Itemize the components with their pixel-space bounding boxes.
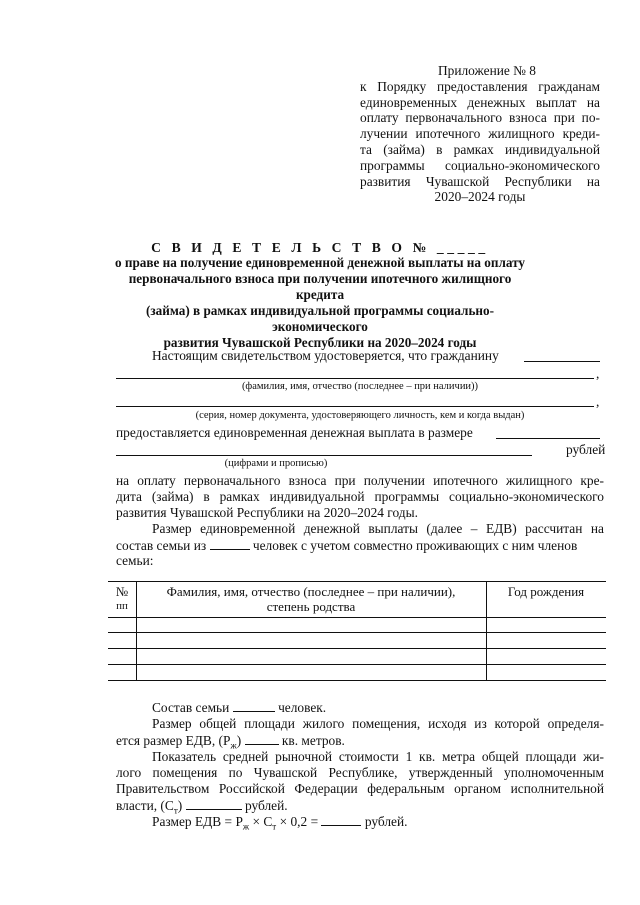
area-subscript: ж bbox=[230, 740, 237, 751]
payment-text: предоставляется единовременная денежная выплата в размере bbox=[116, 425, 473, 440]
family-size-suffix: человек. bbox=[278, 700, 327, 715]
annex-block bbox=[360, 63, 600, 205]
price-label: власти, (С bbox=[116, 798, 174, 813]
purpose-line: развития Чувашской Республики на 2020–2024 годы. bbox=[116, 504, 418, 520]
area-text-line: Размер общей площади жилого помещения, исходя из которой определя- bbox=[152, 716, 604, 731]
price-text-line: лого помещения по Чувашской Республике, утвержденный уполномоченным bbox=[116, 765, 604, 780]
formula-subscript: ж bbox=[242, 821, 250, 832]
subtitle-line: о праве на получение единовременной денежной выплаты на оплату bbox=[114, 255, 526, 270]
identity-document-field[interactable] bbox=[116, 406, 594, 407]
subtitle-line: развития Чувашской Республики на 2020–2024 годы bbox=[163, 335, 477, 350]
edv-text-line: Размер единовременной денежной выплаты (далее – ЕДВ) рассчитан на bbox=[152, 521, 604, 536]
col-name-header bbox=[136, 584, 486, 614]
amount-field-start[interactable] bbox=[496, 438, 600, 439]
annex-line: оплату первоначального взноса при по- bbox=[360, 110, 600, 126]
name-caption: (фамилия, имя, отчество (последнее – при наличии)) bbox=[241, 381, 479, 392]
table-row[interactable] bbox=[108, 648, 606, 649]
certificate-subtitle bbox=[108, 255, 532, 351]
annex-line: лучении ипотечного жилищного креди- bbox=[360, 126, 600, 142]
price-text-line: Правительством Российской Федерации федеральным органом исполнительной bbox=[116, 781, 604, 796]
edv-family-suffix: человек с учетом совместно проживающих с ним членов bbox=[252, 538, 578, 553]
certificate-title: С В И Д Е Т Е Л Ь С Т В О № _____ bbox=[151, 240, 489, 255]
formula-part: × 0,2 = bbox=[276, 814, 319, 829]
formula-line bbox=[152, 813, 408, 835]
formula-part: × С bbox=[249, 814, 273, 829]
citizen-field-start[interactable] bbox=[524, 361, 600, 362]
annex-line: развития Чувашской Республики на bbox=[360, 173, 600, 189]
subtitle-line: (займа) в рамках индивидуальной программы социально-экономического bbox=[145, 303, 495, 334]
rubles-label: рублей bbox=[566, 442, 606, 457]
price-subscript: т bbox=[173, 805, 178, 816]
purpose-line: на оплату первоначального взноса при получении ипотечного жилищного кре- bbox=[116, 473, 604, 488]
formula-part: Размер ЕДВ = Р bbox=[152, 814, 243, 829]
col-year-header: Год рождения bbox=[507, 584, 585, 599]
price-field[interactable] bbox=[186, 797, 242, 810]
subtitle-line: первоначального взноса при получении ипотечного жилищного кредита bbox=[128, 271, 512, 302]
table-row[interactable] bbox=[108, 632, 606, 633]
edv-amount-field[interactable] bbox=[321, 813, 361, 826]
area-paren: ) bbox=[236, 733, 242, 748]
formula-subscript: т bbox=[272, 821, 277, 832]
edv-family-label: состав семьи из bbox=[116, 538, 207, 553]
document-caption: (серия, номер документа, удостоверяющего личность, кем и когда выдан) bbox=[195, 410, 525, 421]
table-top-border bbox=[108, 581, 606, 582]
formula-unit: рублей. bbox=[364, 814, 408, 829]
comma: , bbox=[596, 366, 600, 381]
amount-caption: (цифрами и прописью) bbox=[224, 458, 328, 469]
family-size-line bbox=[152, 699, 326, 716]
col-name-line: степень родства bbox=[266, 599, 356, 614]
table-row[interactable] bbox=[108, 664, 606, 665]
family-size-label: Состав семьи bbox=[152, 700, 230, 715]
annex-title: Приложение № 8 bbox=[437, 63, 537, 78]
comma: , bbox=[596, 394, 600, 409]
table-row[interactable] bbox=[108, 617, 606, 618]
purpose-line: дита (займа) в рамках индивидуальной программы социально-экономического bbox=[116, 488, 604, 504]
col-num-header bbox=[108, 584, 136, 614]
annex-line: программы социально-экономического bbox=[360, 157, 600, 173]
area-field[interactable] bbox=[245, 732, 279, 745]
col-num-line: № bbox=[115, 584, 129, 599]
price-unit: рублей. bbox=[244, 798, 288, 813]
annex-line: та (займа) в рамках индивидуальной bbox=[360, 141, 600, 157]
col-name-line: Фамилия, имя, отчество (последнее – при наличии), bbox=[166, 584, 456, 599]
citizen-name-field[interactable] bbox=[116, 378, 594, 379]
price-text-line: Показатель средней рыночной стоимости 1 кв. метра общей площади жи- bbox=[152, 749, 604, 764]
annex-line: единовременных денежных выплат на bbox=[360, 94, 600, 110]
amount-field[interactable] bbox=[116, 455, 532, 456]
purpose-text bbox=[116, 473, 604, 520]
area-unit: кв. метров. bbox=[281, 733, 345, 748]
col-num-line: пп bbox=[116, 600, 128, 612]
family-size-field[interactable] bbox=[233, 699, 275, 712]
table-row[interactable] bbox=[108, 680, 606, 681]
area-label: ется размер ЕДВ, (Р bbox=[116, 733, 231, 748]
family-count-field[interactable] bbox=[210, 537, 250, 550]
intro-text: Настоящим свидетельством удостоверяется, что гражданину bbox=[152, 348, 499, 363]
edv-text-line bbox=[116, 537, 577, 554]
annex-line: к Порядку предоставления гражданам bbox=[360, 78, 600, 94]
edv-text-line: семьи: bbox=[116, 553, 154, 568]
annex-line: 2020–2024 годы bbox=[434, 189, 526, 205]
price-paren: ) bbox=[177, 798, 183, 813]
